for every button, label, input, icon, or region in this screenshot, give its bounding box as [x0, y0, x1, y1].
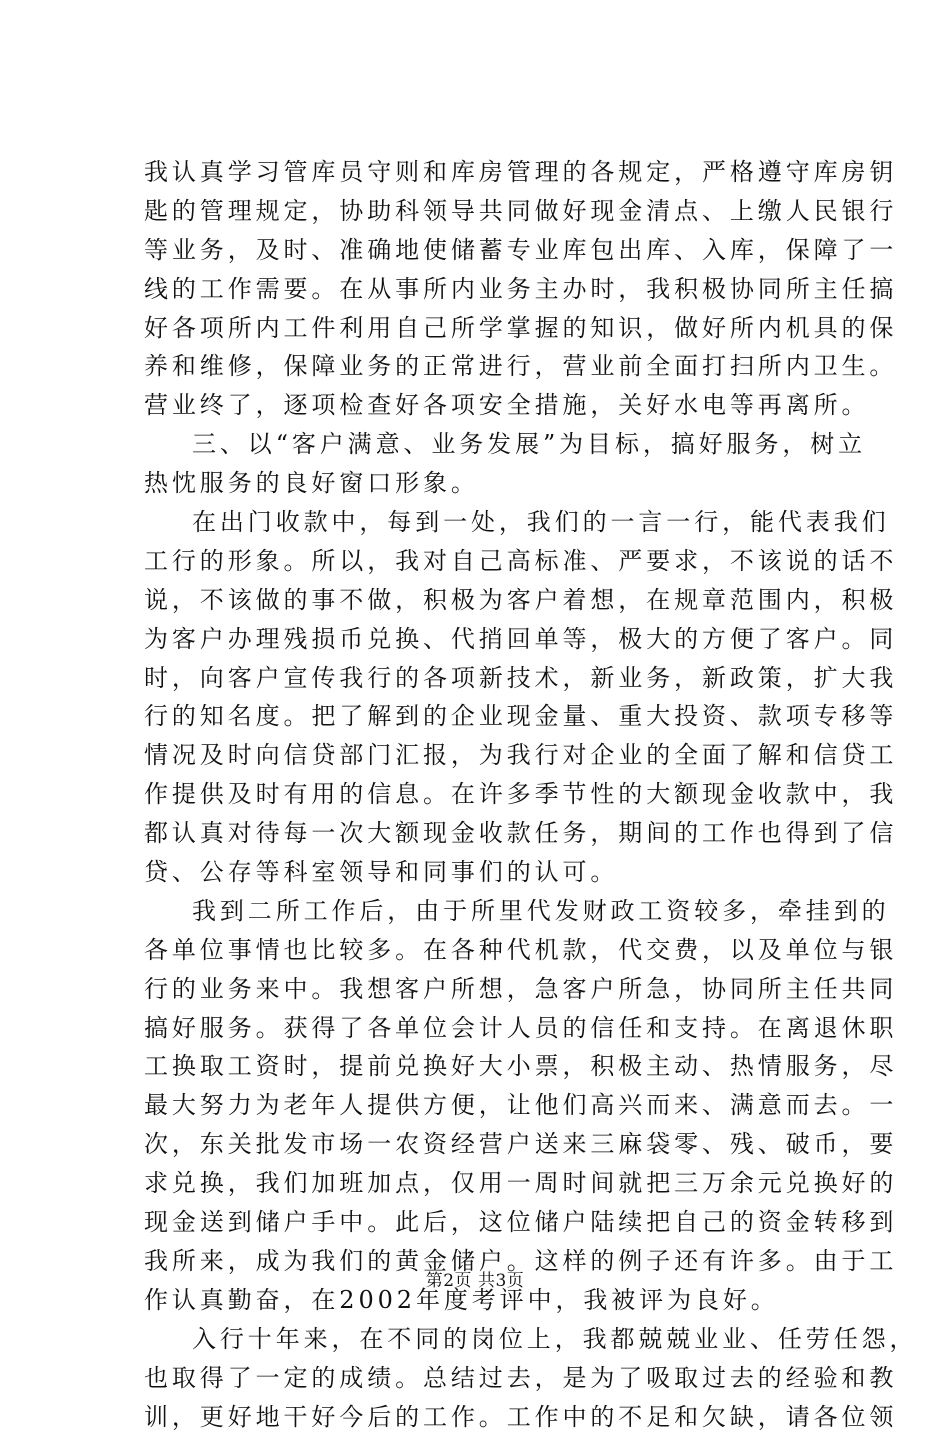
- text-line: 我所来，成为我们的黄金储户。这样的例子还有许多。由于工: [144, 1242, 816, 1281]
- text-line: 好各项所内工件利用自己所学掌握的知识，做好所内机具的保: [144, 309, 816, 348]
- text-line: 现金送到储户手中。此后，这位储户陆续把自己的资金转移到: [144, 1203, 816, 1242]
- text-line: 次，东关批发市场一农资经营户送来三麻袋零、残、破币，要: [144, 1125, 816, 1164]
- text-line: 作提供及时有用的信息。在许多季节性的大额现金收款中，我: [144, 775, 816, 814]
- text-line: 匙的管理规定，协助科领导共同做好现金清点、上缴人民银行: [144, 192, 816, 231]
- paragraph-start-line: 在出门收款中，每到一处，我们的一言一行，能代表我们: [144, 503, 816, 542]
- text-line: 搞好服务。获得了各单位会计人员的信任和支持。在离退休职: [144, 1009, 816, 1048]
- section-heading-line: 热忱服务的良好窗口形象。: [144, 464, 816, 503]
- paragraph-start-line: 我到二所工作后，由于所里代发财政工资较多，牵挂到的: [144, 892, 816, 931]
- text-line: 行的知名度。把了解到的企业现金量、重大投资、款项专移等: [144, 697, 816, 736]
- body-text: [144, 153, 816, 1436]
- text-line: 工行的形象。所以，我对自己高标准、严要求，不该说的话不: [144, 542, 816, 581]
- text-line: 求兑换，我们加班加点，仅用一周时间就把三万余元兑换好的: [144, 1164, 816, 1203]
- text-line: 为客户办理残损币兑换、代捎回单等，极大的方便了客户。同: [144, 620, 816, 659]
- text-line: 最大努力为老年人提供方便，让他们高兴而来、满意而去。一: [144, 1086, 816, 1125]
- text-line: 情况及时向信贷部门汇报，为我行对企业的全面了解和信贷工: [144, 736, 816, 775]
- text-line: 等业务，及时、准确地使储蓄专业库包出库、入库，保障了一: [144, 231, 816, 270]
- text-line: 贷、公存等科室领导和同事们的认可。: [144, 853, 816, 892]
- section-heading-line: 三、以“客户满意、业务发展”为目标，搞好服务，树立: [144, 425, 816, 464]
- text-line: 我认真学习管库员守则和库房管理的各规定，严格遵守库房钥: [144, 153, 816, 192]
- text-line: 都认真对待每一次大额现金收款任务，期间的工作也得到了信: [144, 814, 816, 853]
- text-line: 时，向客户宣传我行的各项新技术，新业务，新政策，扩大我: [144, 659, 816, 698]
- text-line: 各单位事情也比较多。在各种代机款，代交费，以及单位与银: [144, 931, 816, 970]
- text-line: 工换取工资时，提前兑换好大小票，积极主动、热情服务，尽: [144, 1047, 816, 1086]
- text-line: 养和维修，保障业务的正常进行，营业前全面打扫所内卫生。: [144, 347, 816, 386]
- text-line: 行的业务来中。我想客户所想，急客户所急，协同所主任共同: [144, 970, 816, 1009]
- text-line: 营业终了，逐项检查好各项安全措施，关好水电等再离所。: [144, 386, 816, 425]
- page-number-footer: 第2页 共3页: [0, 1266, 950, 1291]
- text-line: 线的工作需要。在从事所内业务主办时，我积极协同所主任搞: [144, 270, 816, 309]
- text-line: 训，更好地干好今后的工作。工作中的不足和欠缺，请各位领: [144, 1398, 816, 1436]
- text-line: 也取得了一定的成绩。总结过去，是为了吸取过去的经验和教: [144, 1359, 816, 1398]
- paragraph-start-line: 入行十年来，在不同的岗位上，我都兢兢业业、任劳任怨，: [144, 1320, 816, 1359]
- text-line: 说，不该做的事不做，积极为客户着想，在规章范围内，积极: [144, 581, 816, 620]
- text-line: 作认真勤奋，在2002年度考评中，我被评为良好。: [144, 1281, 816, 1320]
